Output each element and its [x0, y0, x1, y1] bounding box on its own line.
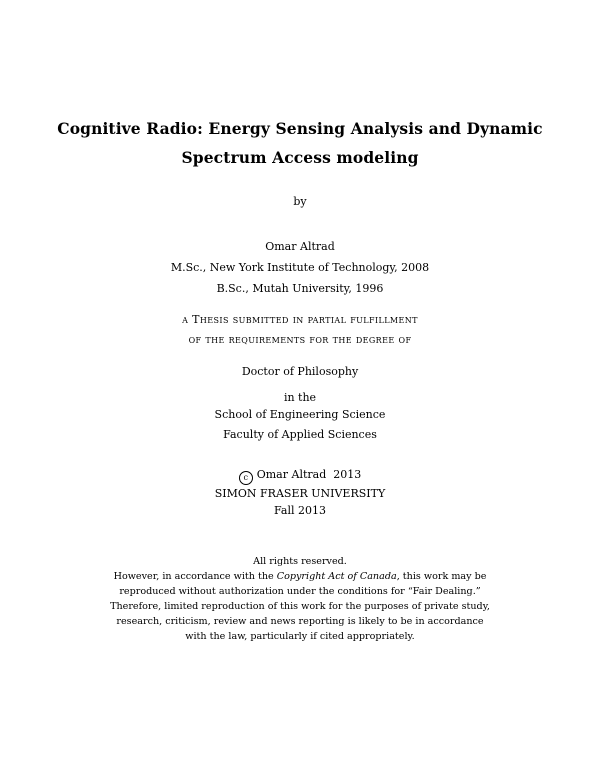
copyright-holder: Omar Altrad — [256, 468, 327, 481]
copyright-year: 2013 — [333, 468, 362, 481]
rights-line-2 — [0, 572, 600, 582]
rights-line-4: Therefore, limited reproduction of this work for the purposes of private study, — [110, 601, 490, 612]
term: Fall 2013 — [274, 504, 326, 517]
rights-line-3: reproduced without authorization under the conditions for “Fair Dealing.” — [119, 586, 481, 597]
degree-name: Doctor of Philosophy — [241, 365, 359, 378]
author-degree-bsc: B.Sc., Mutah University, 1996 — [216, 282, 384, 295]
author-degree-msc: M.Sc., New York Institute of Technology, 2008 — [170, 261, 430, 274]
thesis-statement-line-1: a Thesis submitted in partial fulfillment — [182, 313, 418, 326]
copyright-icon: c — [239, 471, 253, 485]
rights-line-5: research, criticism, review and news reporting is likely to be in accordance — [116, 616, 484, 627]
thesis-statement-line-2: of the requirements for the degree of — [188, 333, 412, 346]
rights-line-2-before: However, in accordance with the — [113, 571, 277, 582]
rights-line-6: with the law, particularly if cited appropriately. — [185, 631, 415, 642]
faculty-name: Faculty of Applied Sciences — [223, 428, 377, 441]
university-name: SIMON FRASER UNIVERSITY — [214, 487, 386, 500]
in-the-label: in the — [283, 391, 317, 404]
rights-line-2-after: , this work may be — [396, 571, 487, 582]
thesis-title-line-1: Cognitive Radio: Energy Sensing Analysis and Dynamic — [57, 119, 543, 138]
copyright-line — [0, 469, 600, 485]
thesis-title-line-2: Spectrum Access modeling — [181, 148, 419, 167]
copyright-act-title: Copyright Act of Canada — [276, 571, 397, 582]
school-name: School of Engineering Science — [214, 408, 386, 421]
author-name: Omar Altrad — [265, 240, 335, 253]
by-label: by — [293, 195, 307, 208]
rights-reserved: All rights reserved. — [253, 556, 347, 567]
